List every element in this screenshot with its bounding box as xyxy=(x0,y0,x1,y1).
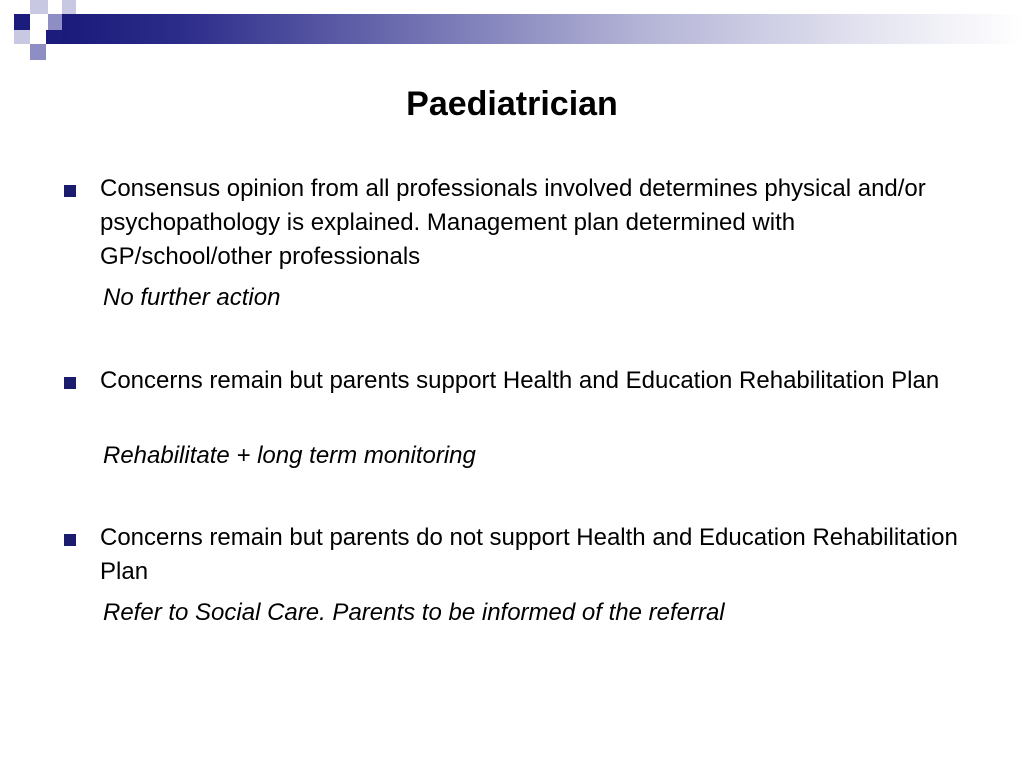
decor-square-mid xyxy=(48,14,62,30)
bullet-text: Concerns remain but parents support Health and Education Rehabilitation Plan xyxy=(100,367,940,394)
decor-square-light xyxy=(30,0,48,14)
bullet-text: Concerns remain but parents do not support Health and Education Rehabilitation Plan xyxy=(100,524,958,585)
square-bullet-icon xyxy=(64,185,76,197)
decor-square-dark xyxy=(46,30,62,44)
bullet-outcome: Rehabilitate + long term monitoring xyxy=(103,442,476,469)
bullet-outcome: Refer to Social Care. Parents to be informed of the referral xyxy=(103,599,725,626)
decor-square-light xyxy=(14,30,30,44)
decor-square-dark xyxy=(14,14,30,30)
decor-square-mid xyxy=(30,44,46,60)
slide-title: Paediatrician xyxy=(406,85,618,123)
bullet-outcome: No further action xyxy=(103,284,281,311)
decor-square-light xyxy=(62,0,76,14)
square-bullet-icon xyxy=(64,377,76,389)
square-bullet-icon xyxy=(64,534,76,546)
bullet-text: Consensus opinion from all professionals involved determines physical and/or psychopathology is explained. Management plan determined with GP/school/other professionals xyxy=(100,175,926,270)
header-gradient-band xyxy=(62,14,1024,44)
